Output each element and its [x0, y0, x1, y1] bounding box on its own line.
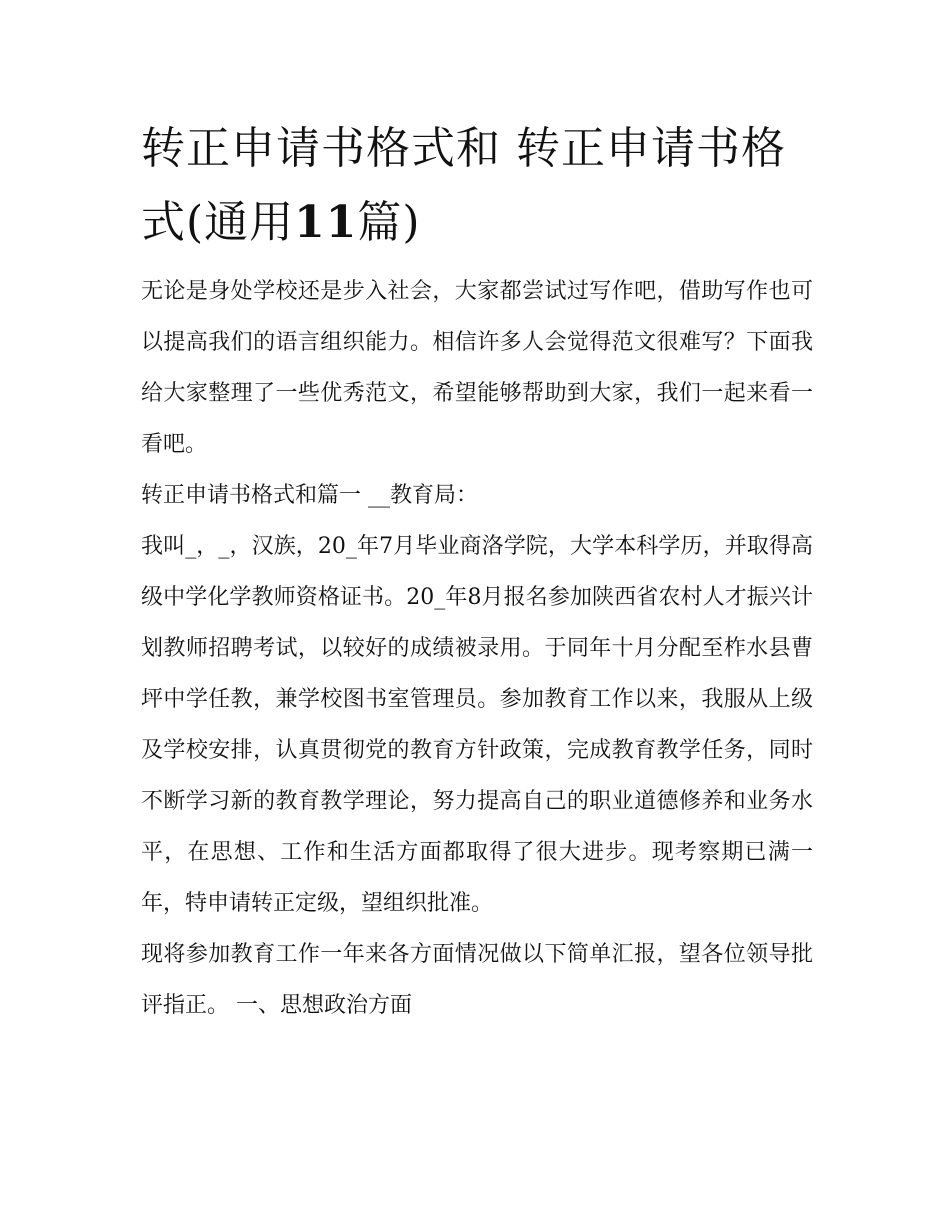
title-text-part1: 转正申请书格式和 转正申请书格式(通用 [141, 123, 786, 248]
body-paragraph: 我叫_，_，汉族，20_年7月毕业商洛学院，大学本科学历，并取得高级中学化学教师资格证书。20_年8月报名参加陕西省农村人才振兴计划教师招聘考试，以较好的成绩被录用。于同年十月分配至柞水县曹坪中学任教，兼学校图书室管理员。参加教育工作以来，我服从上级及学校安排，认真贯彻党的教育方针政策，完成教育教学任务，同时不断学习新的教育教学理论，努力提高自己的职业道德修养和业务水平，在思想、工作和生活方面都取得了很大进步。现考察期已满一年，特申请转正定级，望组织批准。 [141, 534, 813, 916]
intro-paragraph: 无论是身处学校还是步入社会，大家都尝试过写作吧，借助写作也可以提高我们的语言组织能力。相信许多人会觉得范文很难写？下面我给大家整理了一些优秀范文，希望能够帮助到大家，我们一起来看一看吧。 [141, 279, 813, 457]
document-body [141, 112, 813, 1031]
title-text-part2: 篇) [357, 197, 421, 248]
title-number: 11 [294, 197, 358, 248]
section-heading-paragraph: 转正申请书格式和篇一 __教育局： [141, 483, 478, 508]
report-paragraph: 现将参加教育工作一年来各方面情况做以下简单汇报，望各位领导批评指正。 一、思想政治方面 [141, 942, 813, 1018]
document-title [141, 112, 813, 260]
